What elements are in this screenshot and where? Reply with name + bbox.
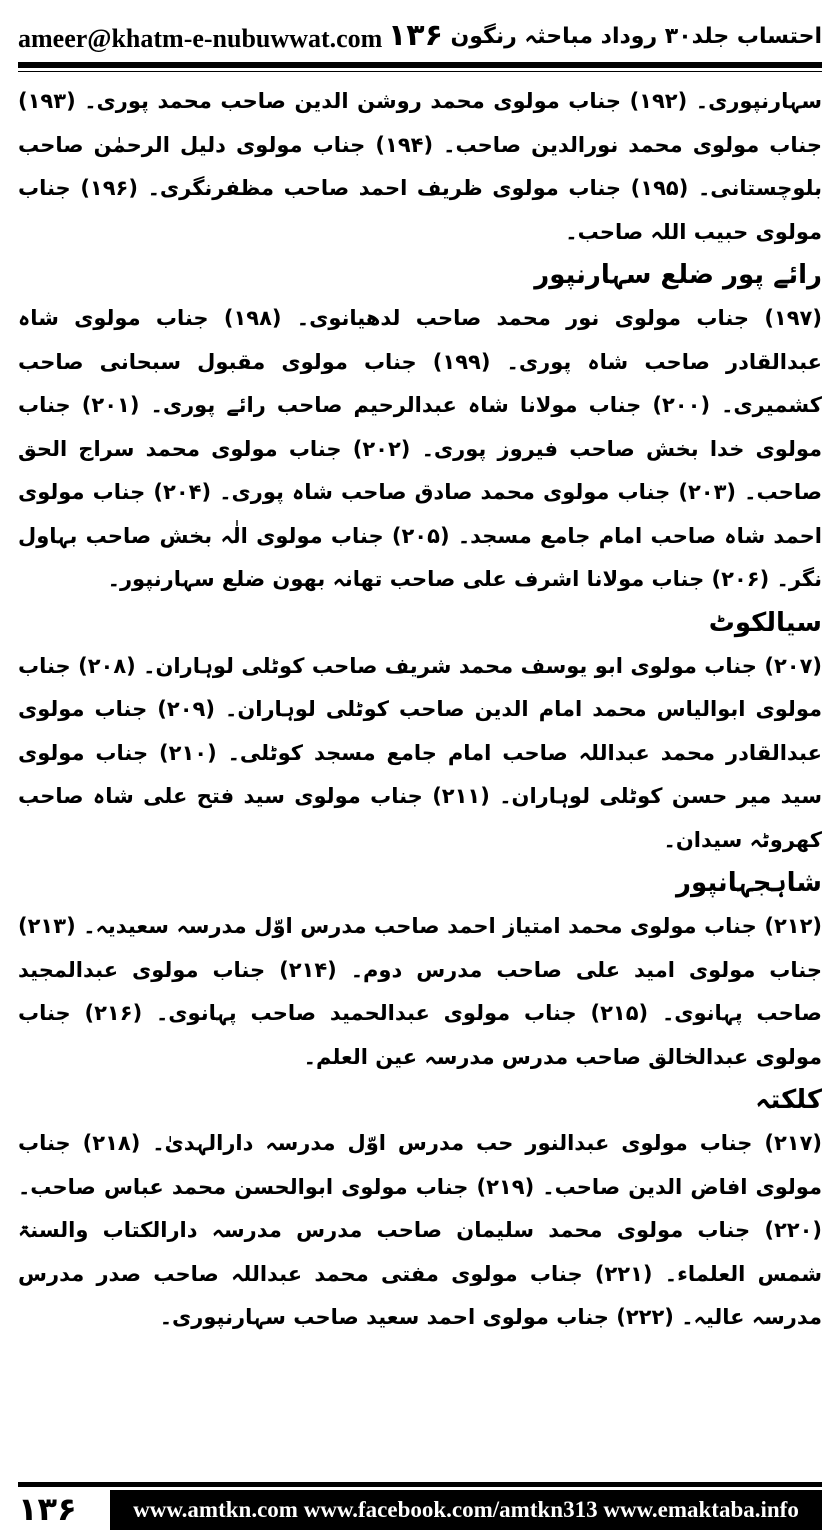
header-email: ameer@khatm-e-nubuwwat.com: [18, 24, 383, 53]
section-heading: سیالکوٹ: [708, 607, 822, 638]
section-heading: رائے پور ضلع سہارنپور: [534, 260, 822, 290]
body-paragraph: سہارنپوری۔ (۱۹۲) جناب مولوی محمد روشن الدین صاحب محمد پوری۔ (۱۹۳) جناب مولوی محمد نورالدین صاحب۔ (۱۹۴) جناب مولوی دلیل الرحمٰن صاحب بلوچستانی۔ (۱۹۵) جناب مولوی ظریف احمد صاحب مظفرنگری۔ (۱۹۶) جناب مولوی حبیب اللہ صاحب۔: [18, 89, 822, 244]
header-page-number: ۱۳۶: [388, 18, 443, 53]
footer-page-number: ۱۳۶: [18, 1490, 77, 1528]
footer-rule: [18, 1482, 822, 1487]
footer-websites: www.amtkn.com www.facebook.com/amtkn313 www.emaktaba.info: [110, 1490, 822, 1530]
body-paragraph: (۲۰۷) جناب مولوی ابو یوسف محمد شریف صاحب کوٹلی لوہاران۔ (۲۰۸) جناب مولوی ابوالیاس محمد امام الدین صاحب کوٹلی لوہاران۔ (۲۰۹) جناب مولوی عبدالقادر محمد عبداللہ صاحب امام جامع مسجد کوٹلی۔ (۲۱۰) جناب مولوی سید میر حسن کوٹلی لوہاران۔ (۲۱۱) جناب مولوی سید فتح علی شاہ صاحب کھروٹہ سیدان۔: [18, 653, 822, 852]
page-footer: [18, 1490, 822, 1530]
section-heading: شاہجہانپور: [676, 868, 822, 898]
page-content: [18, 80, 822, 1455]
body-paragraph: (۲۱۷) جناب مولوی عبدالنور حب مدرس اوّل مدرسہ دارالہدیٰ۔ (۲۱۸) جناب مولوی افاض الدین صاحب۔ (۲۱۹) جناب مولوی ابوالحسن محمد عباس صاحب۔ (۲۲۰) جناب مولوی محمد سلیمان صاحب مدرس مدرسہ دارالکتاب والسنۃ شمس العلماء۔ (۲۲۱) جناب مولوی مفتی محمد عبداللہ صاحب صدر مدرس مدرسہ عالیہ۔ (۲۲۲) جناب مولوی احمد سعید صاحب سہارنپوری۔: [18, 1131, 822, 1329]
body-paragraph: (۲۱۲) جناب مولوی محمد امتیاز احمد صاحب مدرس اوّل مدرسہ سعیدیہ۔ (۲۱۳) جناب مولوی امید علی صاحب مدرس دوم۔ (۲۱۴) جناب مولوی عبدالمجید صاحب پہانوی۔ (۲۱۵) جناب مولوی عبدالحمید صاحب پہانوی۔ (۲۱۶) جناب مولوی عبدالخالق صاحب مدرس مدرسہ عین العلم۔: [18, 914, 822, 1069]
section-heading: کلکتہ: [755, 1085, 822, 1115]
header-rule-thin: [18, 71, 822, 72]
body-paragraph: (۱۹۷) جناب مولوی نور محمد صاحب لدھیانوی۔ (۱۹۸) جناب مولوی شاہ عبدالقادر صاحب شاہ پوری۔ (۱۹۹) جناب مولوی مقبول سبحانی صاحب کشمیری۔ (۲۰۰) جناب مولانا شاہ عبدالرحیم صاحب رائے پوری۔ (۲۰۱) جناب مولوی خدا بخش صاحب فیروز پوری۔ (۲۰۲) جناب مولوی محمد سراج الحق صاحب۔ (۲۰۳) جناب مولوی محمد صادق صاحب شاہ پوری۔ (۲۰۴) جناب مولوی احمد شاہ صاحب امام جامع مسجد۔ (۲۰۵) جناب مولوی الٰہ بخش صاحب بہاول نگر۔ (۲۰۶) جناب مولانا اشرف علی صاحب تھانہ بھون ضلع سہارنپور۔: [18, 306, 822, 591]
header-book-title: احتساب جلد۳۰ روداد مباحثہ رنگون: [450, 24, 822, 49]
header-rule-thick: [18, 62, 822, 68]
page-header: [18, 18, 822, 62]
